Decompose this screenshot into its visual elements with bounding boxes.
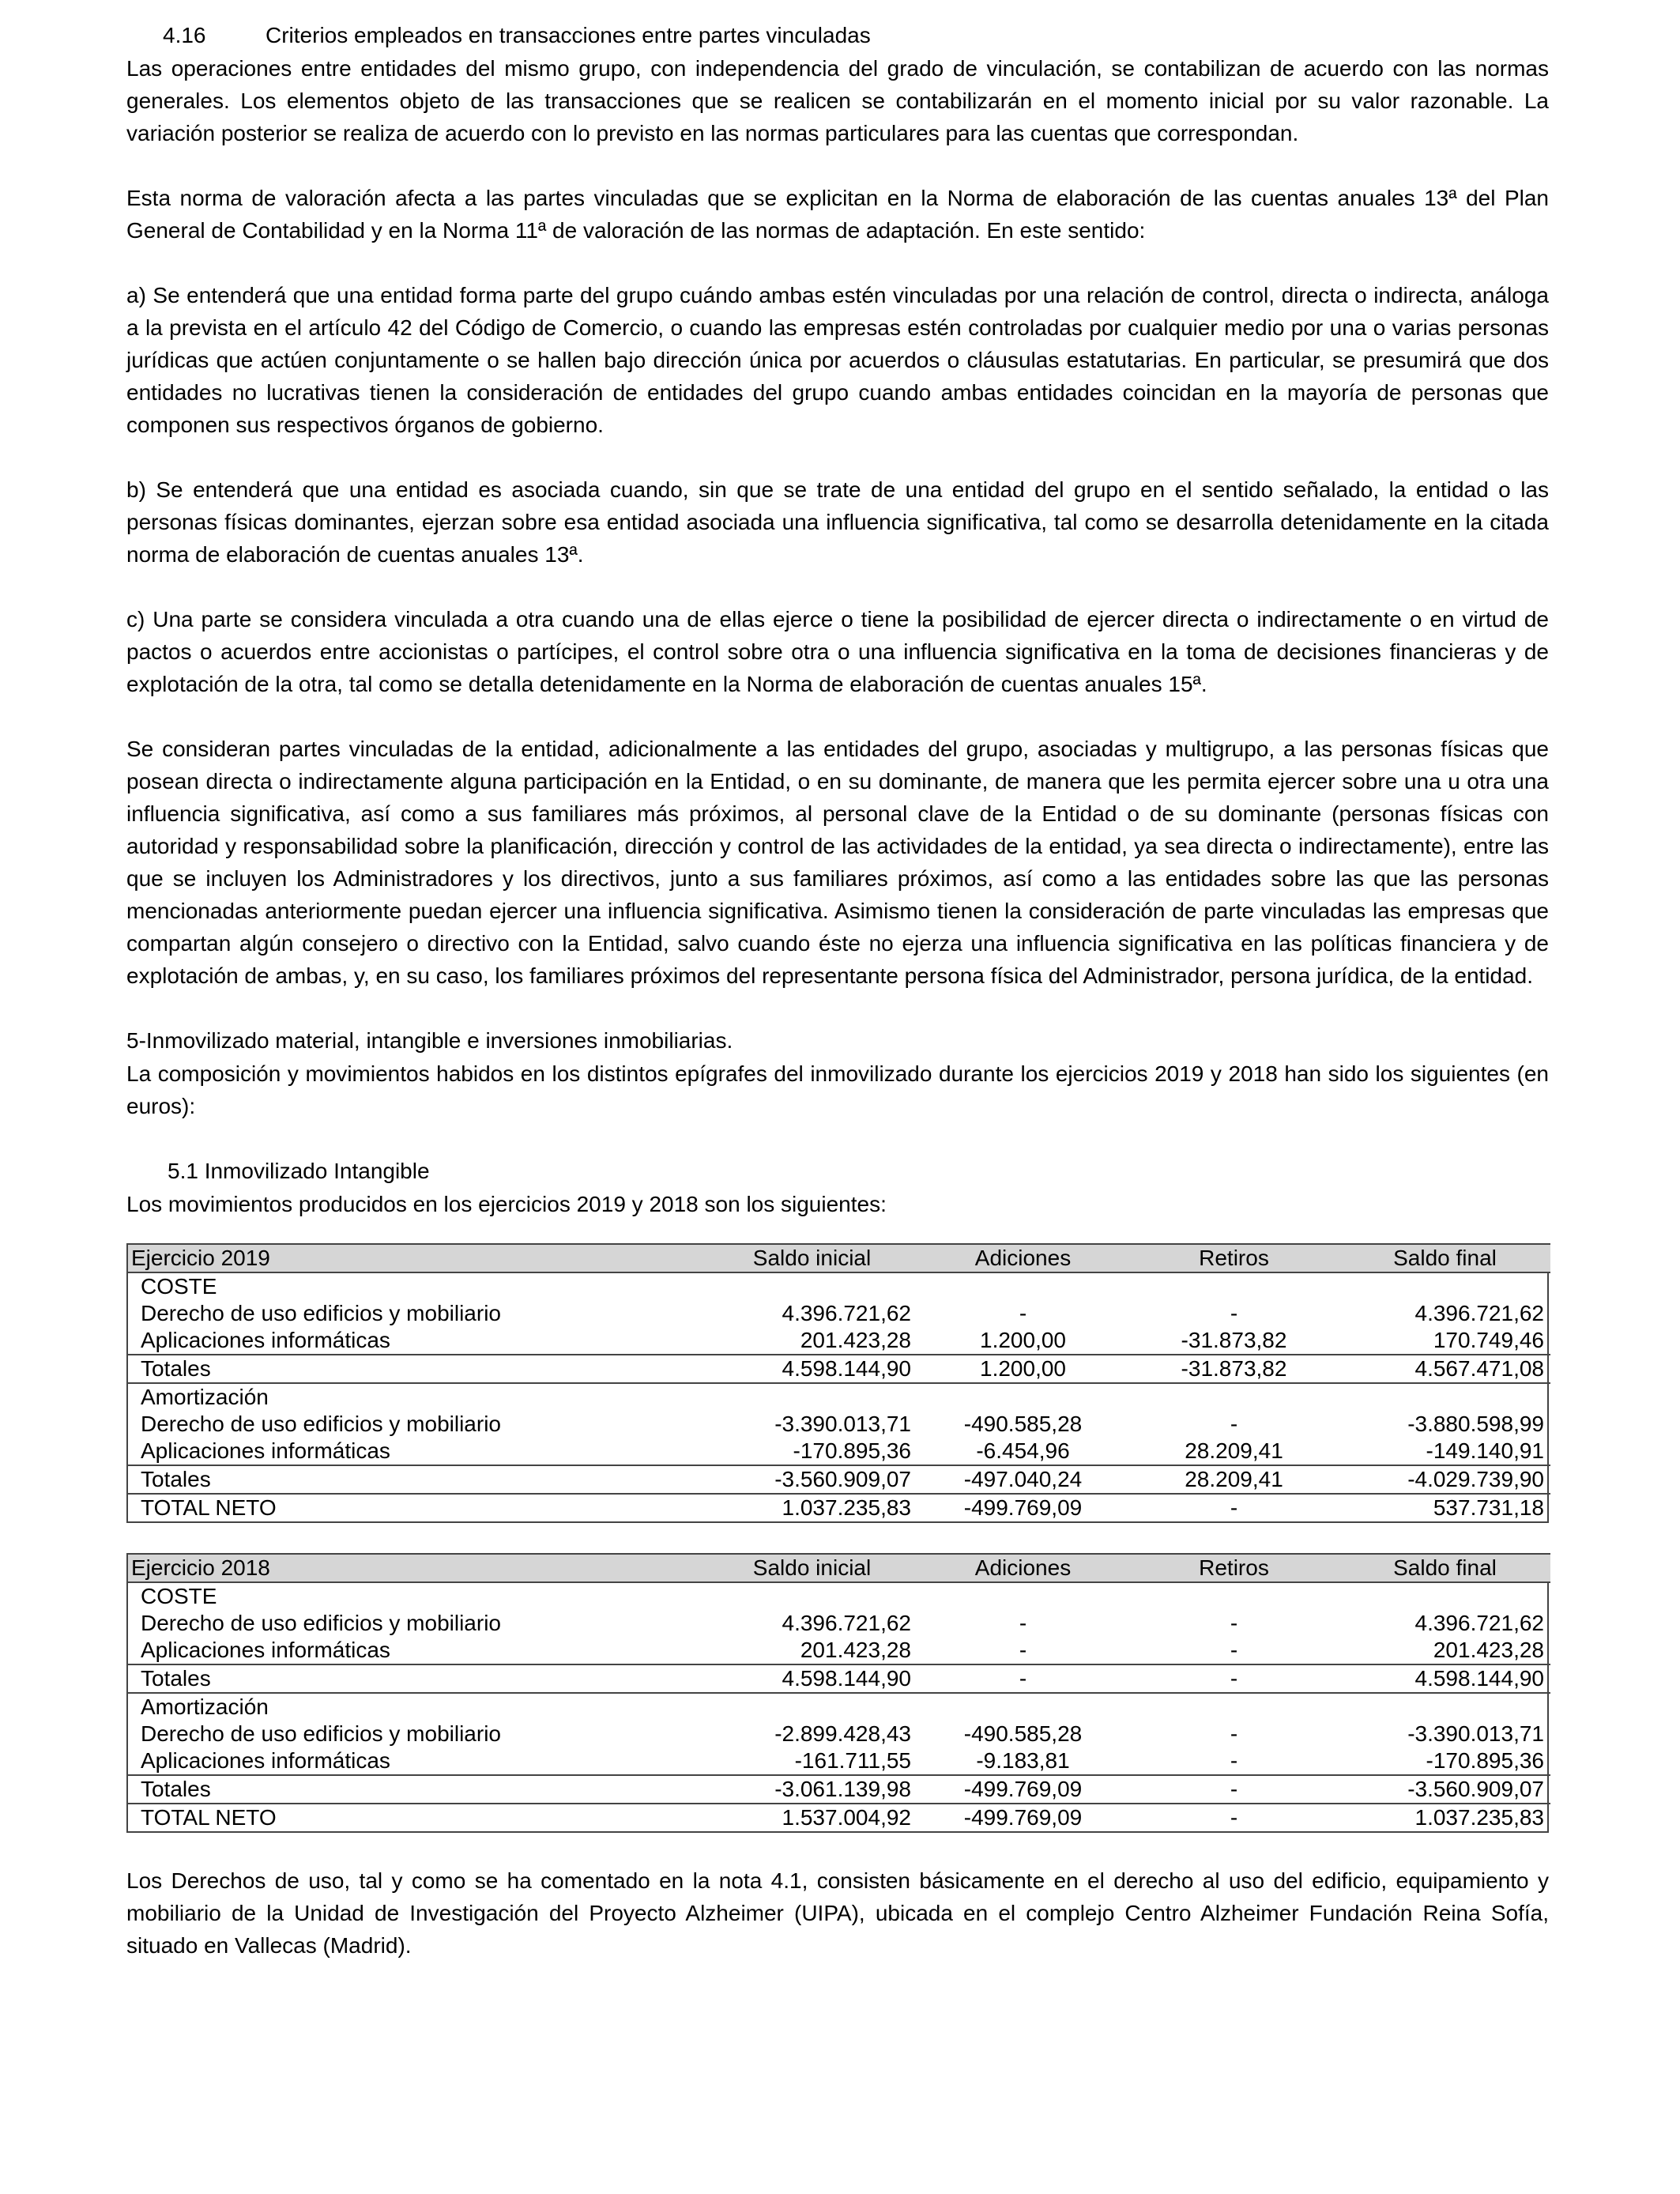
table-cell: -6.454,96 — [976, 1438, 1070, 1463]
paragraph-c: c) Una parte se considera vinculada a otra cuando una de ellas ejerce o tiene la posibilidad de ejercer directa o indirectamente o en virtud de pactos o acuerdos entre accionistas o partícipes, el control sobre otra o una influencia significativa en la toma de decisiones financieras y de explotación de la otra, tal como se detalla detenidamente en la Norma de elaboración de cuentas anuales 15ª. — [126, 607, 1549, 696]
table-cell: - — [1230, 1748, 1238, 1773]
table-cell: -31.873,82 — [1128, 1355, 1339, 1383]
table-cell: Saldo inicial — [706, 1244, 917, 1272]
table-row — [128, 1610, 1550, 1637]
table-row — [128, 1721, 1550, 1747]
table-2019 — [126, 1243, 1549, 1523]
table-cell: Derecho de uso edificios y mobiliario — [141, 1611, 501, 1635]
table-cell: - — [1019, 1638, 1027, 1662]
table-cell: Derecho de uso edificios y mobiliario — [141, 1301, 501, 1325]
table-cell: Totales — [128, 1664, 706, 1693]
table-cell: 4.396.721,62 — [782, 1301, 911, 1325]
paragraph-2: Esta norma de valoración afecta a las partes vinculadas que se explicitan en la Norma de elaboración de las cuentas anuales 13ª del Plan General de Contabilidad y en la Norma 11ª de valoración de las normas de adaptación. En este sentido: — [126, 186, 1549, 243]
table-cell: 1.037.235,83 — [706, 1494, 917, 1521]
coste-total-row — [128, 1355, 1550, 1383]
table-cell: -499.769,09 — [917, 1775, 1128, 1804]
paragraph-related-parties: Se consideran partes vinculadas de la entidad, adicionalmente a las entidades del grupo, asociadas y multigrupo, a las personas físicas que posean directa o indirectamente alguna participación en la Entidad, o en su dominante, de manera que les permita ejercer sobre una u otra una influencia significativa, así como a sus familiares más próximos, al personal clave de la Entidad o de su dominante (personas físicas con autoridad y responsabilidad sobre la planificación, dirección y control de las actividades de la entidad, ya sea directa o indirectamente), entre las que se incluyen los Administradores y los directivos, junto a sus familiares próximos, así como a las entidades sobre las que las personas mencionadas anteriormente puedan ejercer una influencia significativa. Asimismo tienen la consideración de parte vinculadas las empresas que compartan algún consejero o directivo con la Entidad, salvo cuando éste no ejerza una influencia significativa en las políticas financiera y de explotación de ambas, y, en su caso, los familiares próximos del representante persona física del Administrador, persona jurídica, de la entidad. — [126, 737, 1549, 988]
table-cell: - — [1230, 1638, 1238, 1662]
table-row — [128, 1300, 1550, 1327]
table-cell: - — [1230, 1721, 1238, 1746]
table-cell: -2.899.428,43 — [774, 1721, 911, 1746]
table-cell: 1.200,00 — [917, 1355, 1128, 1383]
table-cell: - — [1128, 1494, 1339, 1521]
table-cell: -3.560.909,07 — [1339, 1775, 1550, 1804]
table-cell: 201.423,28 — [800, 1328, 911, 1352]
table-header-row — [128, 1244, 1550, 1272]
table-row — [128, 1411, 1550, 1438]
table-cell: -31.873,82 — [1181, 1328, 1287, 1352]
coste-label-row — [128, 1582, 1550, 1610]
table-cell: Retiros — [1128, 1244, 1339, 1272]
table-cell: 4.598.144,90 — [706, 1355, 917, 1383]
table-cell: Aplicaciones informáticas — [141, 1638, 390, 1662]
table-cell: - — [1019, 1611, 1027, 1635]
table-cell: -3.560.909,07 — [706, 1465, 917, 1494]
section-label: Amortización — [128, 1693, 1550, 1721]
table-cell: 4.396.721,62 — [1414, 1301, 1544, 1325]
subsection-5-1-title: 5.1 Inmovilizado Intangible — [168, 1159, 430, 1183]
section-label: COSTE — [141, 1274, 217, 1299]
table-cell: 28.209,41 — [1185, 1438, 1283, 1463]
table-cell: -170.895,36 — [1426, 1748, 1544, 1773]
table-cell: -170.895,36 — [793, 1438, 911, 1463]
table-row — [128, 1438, 1550, 1465]
table-cell: - — [1128, 1804, 1339, 1831]
paragraph-b: b) Se entenderá que una entidad es asociada cuando, sin que se trate de una entidad del grupo en el sentido señalado, la entidad o las personas físicas dominantes, ejerzan sobre esa entidad asociada una influencia significativa, tal como se desarrolla detenidamente en la citada norma de elaboración de cuentas anuales 13ª. — [126, 477, 1549, 567]
table-cell: Aplicaciones informáticas — [141, 1748, 390, 1773]
table-cell: -3.880.598,99 — [1407, 1412, 1544, 1436]
table-row — [128, 1637, 1550, 1664]
amortizacion-total-row — [128, 1775, 1550, 1804]
table-cell: -497.040,24 — [917, 1465, 1128, 1494]
table-cell: 4.567.471,08 — [1339, 1355, 1550, 1383]
table-cell: 28.209,41 — [1128, 1465, 1339, 1494]
table-2018 — [126, 1553, 1549, 1833]
total-neto-row — [128, 1494, 1550, 1521]
table-cell: -490.585,28 — [963, 1721, 1083, 1746]
coste-total-row — [128, 1664, 1550, 1693]
table-cell: TOTAL NETO — [128, 1804, 706, 1831]
table-cell: -4.029.739,90 — [1339, 1465, 1550, 1494]
table-cell: -3.061.139,98 — [706, 1775, 917, 1804]
table-cell: 170.749,46 — [1433, 1328, 1544, 1352]
table-cell: Adiciones — [917, 1244, 1128, 1272]
table-cell: - — [1230, 1301, 1238, 1325]
section-title: Criterios empleados en transacciones entre partes vinculadas — [266, 23, 871, 47]
section-label: COSTE — [141, 1584, 217, 1608]
table-cell: Ejercicio 2018 — [128, 1554, 706, 1582]
coste-label-row — [128, 1272, 1550, 1300]
section-5-title: 5-Inmovilizado material, intangible e inversiones inmobiliarias. — [126, 1028, 733, 1053]
table-cell: - — [1128, 1664, 1339, 1693]
table-cell: 4.396.721,62 — [782, 1611, 911, 1635]
table-cell: Adiciones — [917, 1554, 1128, 1582]
table-cell: -3.390.013,71 — [1407, 1721, 1544, 1746]
table-cell: 4.598.144,90 — [706, 1664, 917, 1693]
table-cell: Saldo final — [1339, 1244, 1550, 1272]
table-row — [128, 1747, 1550, 1775]
table-cell: 4.396.721,62 — [1414, 1611, 1544, 1635]
table-row — [128, 1327, 1550, 1355]
table-cell: Saldo final — [1339, 1554, 1550, 1582]
table-cell: -499.769,09 — [917, 1804, 1128, 1831]
table-cell: 1.200,00 — [980, 1328, 1066, 1352]
table-cell: - — [1230, 1412, 1238, 1436]
closing-paragraph: Los Derechos de uso, tal y como se ha comentado en la nota 4.1, consisten básicamente en el derecho al uso del edificio, equipamiento y mobiliario de la Unidad de Investigación del Proyecto Alzheimer (UIPA), ubicada en el complejo Centro Alzheimer Fundación Reina Sofía, situado en Vallecas (Madrid). — [126, 1868, 1549, 1958]
table-cell: 4.598.144,90 — [1339, 1664, 1550, 1693]
table-cell: TOTAL NETO — [128, 1494, 706, 1521]
table-cell: -149.140,91 — [1426, 1438, 1544, 1463]
table-cell: Aplicaciones informáticas — [141, 1438, 390, 1463]
subsection-5-1-intro: Los movimientos producidos en los ejercicios 2019 y 2018 son los siguientes: — [126, 1192, 887, 1216]
table-cell: Retiros — [1128, 1554, 1339, 1582]
amortizacion-label-row — [128, 1693, 1550, 1721]
table-cell: -490.585,28 — [963, 1412, 1083, 1436]
table-cell: Totales — [128, 1355, 706, 1383]
table-cell: - — [1128, 1775, 1339, 1804]
amortizacion-label-row — [128, 1383, 1550, 1411]
table-cell: 1.537.004,92 — [706, 1804, 917, 1831]
section-label: Amortización — [128, 1383, 1550, 1411]
table-cell: Derecho de uso edificios y mobiliario — [141, 1721, 501, 1746]
paragraph-1: Las operaciones entre entidades del mismo grupo, con independencia del grado de vinculación, se contabilizan de acuerdo con las normas generales. Los elementos objeto de las transacciones que se realicen se contabilizarán en el momento inicial por su valor razonable. La variación posterior se realiza de acuerdo con lo previsto en las normas particulares para las cuentas que correspondan. — [126, 56, 1549, 145]
table-cell: Totales — [128, 1775, 706, 1804]
table-cell: Ejercicio 2019 — [128, 1244, 706, 1272]
table-cell: - — [1230, 1611, 1238, 1635]
table-cell: -3.390.013,71 — [774, 1412, 911, 1436]
table-cell: 537.731,18 — [1339, 1494, 1550, 1521]
section-heading-4-16 — [126, 19, 1549, 52]
table-cell: -499.769,09 — [917, 1494, 1128, 1521]
table-cell: -161.711,55 — [794, 1748, 911, 1773]
amortizacion-total-row — [128, 1465, 1550, 1494]
table-cell: Derecho de uso edificios y mobiliario — [141, 1412, 501, 1436]
paragraph-a: a) Se entenderá que una entidad forma parte del grupo cuándo ambas estén vinculadas por una relación de control, directa o indirecta, análoga a la prevista en el artículo 42 del Código de Comercio, o cuando las empresas estén controladas por cualquier medio por una o varias personas jurídicas que actúen conjuntamente o se hallen bajo dirección única por acuerdos o cláusulas estatutarias. En particular, se presumirá que dos entidades no lucrativas tienen la consideración de entidades del grupo cuando ambas entidades coincidan en la mayoría de personas que componen sus respectivos órganos de gobierno. — [126, 283, 1549, 437]
section-5-intro: La composición y movimientos habidos en los distintos epígrafes del inmovilizado durante los ejercicios 2019 y 2018 han sido los siguientes (en euros): — [126, 1061, 1549, 1118]
table-cell: Totales — [128, 1465, 706, 1494]
table-cell: 1.037.235,83 — [1339, 1804, 1550, 1831]
table-cell: - — [917, 1664, 1128, 1693]
table-cell: Saldo inicial — [706, 1554, 917, 1582]
section-number: 4.16 — [163, 23, 206, 47]
table-header-row — [128, 1554, 1550, 1582]
table-cell: 201.423,28 — [800, 1638, 911, 1662]
document-page — [126, 19, 1549, 1962]
table-cell: - — [1019, 1301, 1027, 1325]
table-cell: -9.183,81 — [976, 1748, 1070, 1773]
table-cell: Aplicaciones informáticas — [141, 1328, 390, 1352]
table-cell: 201.423,28 — [1433, 1638, 1544, 1662]
total-neto-row — [128, 1804, 1550, 1831]
